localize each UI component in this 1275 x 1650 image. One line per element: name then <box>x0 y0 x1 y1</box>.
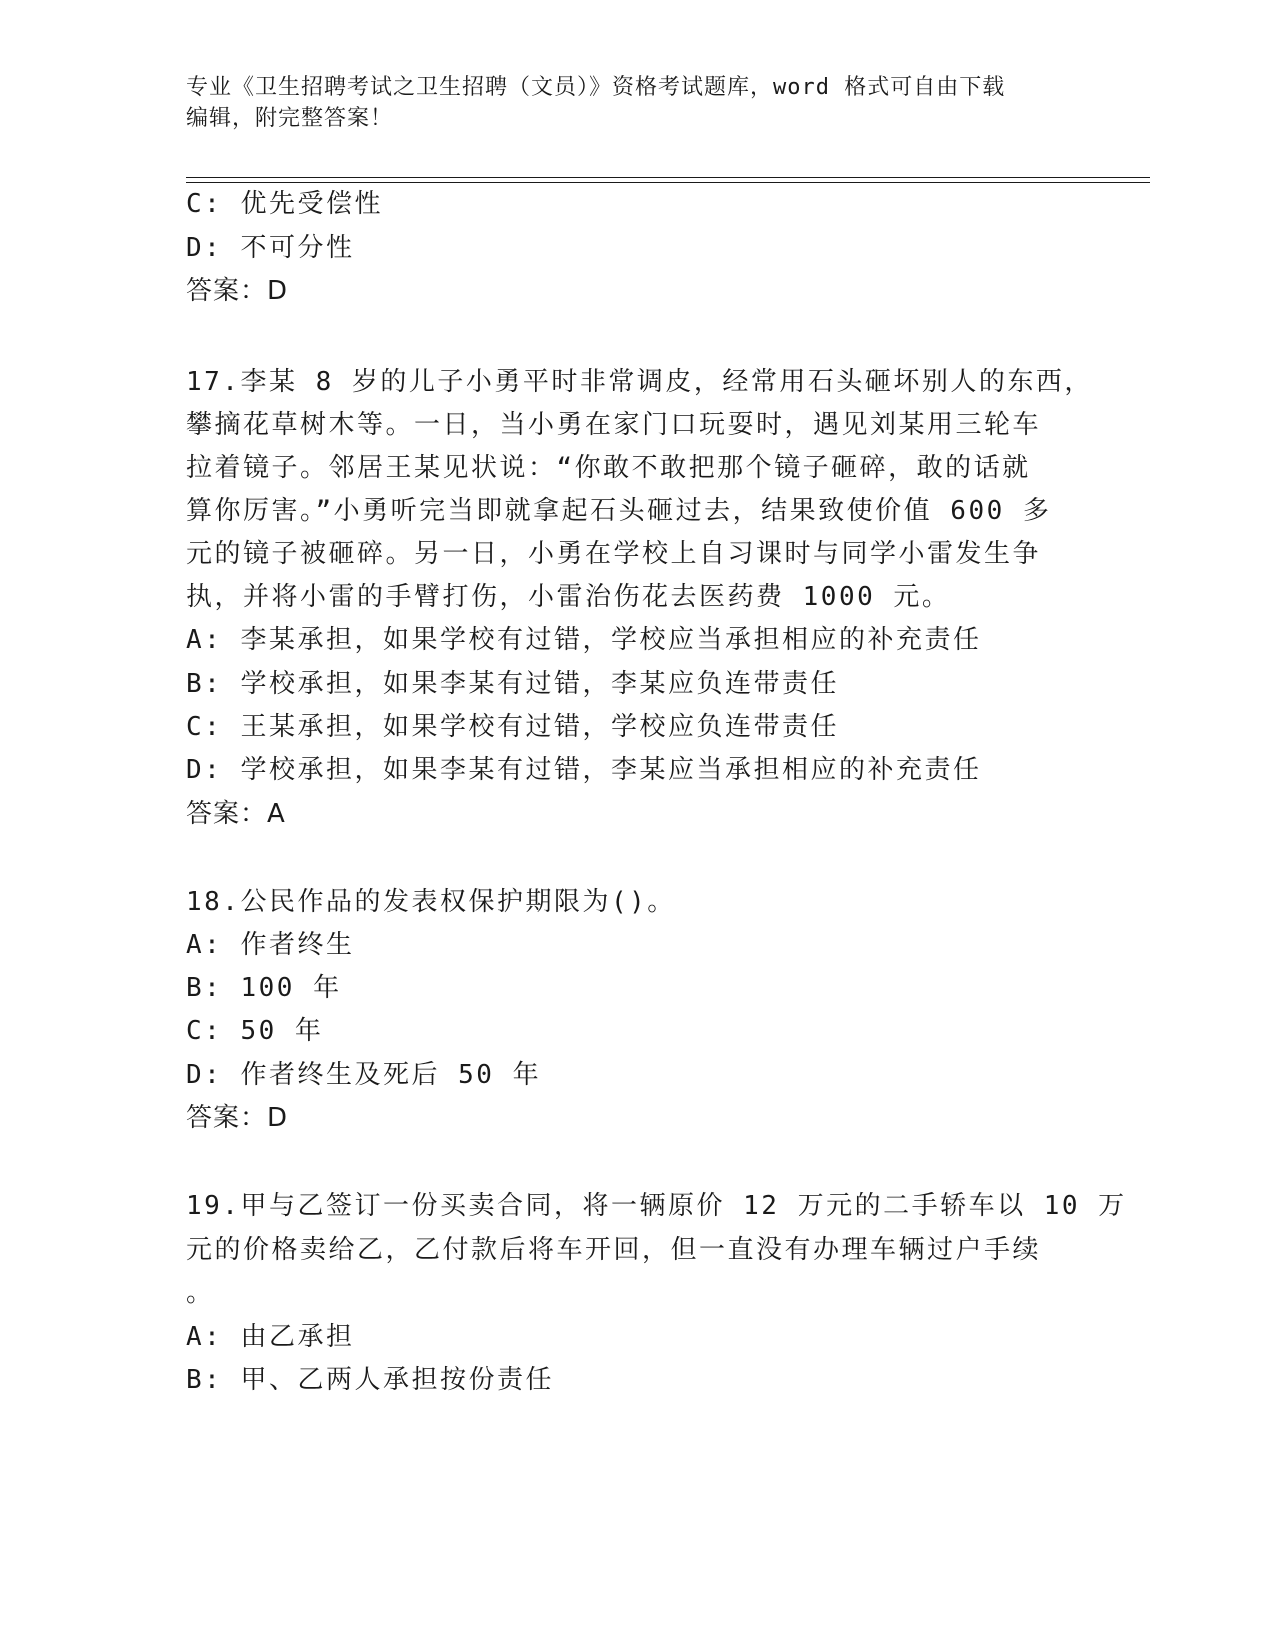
q19-stem-line: 元的价格卖给乙，乙付款后将车开回，但一直没有办理车辆过户手续 <box>186 1235 1042 1265</box>
header-divider-top <box>186 177 1150 178</box>
q17-option-a: A: 李某承担，如果学校有过错，学校应当承担相应的补充责任 <box>186 625 982 655</box>
q19-stem-line: 19.甲与乙签订一份买卖合同，将一辆原价 12 万元的二手轿车以 10 万 <box>186 1191 1127 1221</box>
q18-option-b: B: 100 年 <box>186 973 342 1003</box>
q17-stem-line: 17.李某 8 岁的儿子小勇平时非常调皮，经常用石头砸坏别人的东西， <box>186 367 1093 397</box>
header-line-2: 编辑，附完整答案！ <box>186 106 394 131</box>
q17-stem-line: 元的镜子被砸碎。另一日，小勇在学校上自习课时与同学小雷发生争 <box>186 539 1042 569</box>
q18-option-c: C: 50 年 <box>186 1016 324 1046</box>
q17-stem-line: 算你厉害。”小勇听完当即就拿起石头砸过去，结果致使价值 600 多 <box>186 496 1052 526</box>
q19-option-a: A: 由乙承担 <box>186 1322 355 1352</box>
q17-answer: 答案：A <box>186 799 286 829</box>
header-divider-bottom <box>186 182 1150 183</box>
q16-option-c: C: 优先受偿性 <box>186 189 383 219</box>
q17-option-c: C: 王某承担，如果学校有过错，学校应负连带责任 <box>186 712 839 742</box>
document-header <box>186 72 1086 134</box>
q18-option-d: D: 作者终生及死后 50 年 <box>186 1060 542 1090</box>
q18-stem: 18.公民作品的发表权保护期限为()。 <box>186 887 676 917</box>
q17-option-d: D: 学校承担，如果李某有过错，李某应当承担相应的补充责任 <box>186 755 982 785</box>
q19-stem-line: 。 <box>186 1278 215 1308</box>
q17-option-b: B: 学校承担，如果李某有过错，李某应负连带责任 <box>186 669 839 699</box>
q18-answer: 答案：D <box>186 1103 289 1133</box>
q16-option-d: D: 不可分性 <box>186 233 355 263</box>
q17-stem-line: 拉着镜子。邻居王某见状说：“你敢不敢把那个镜子砸碎，敢的话就 <box>186 453 1031 483</box>
q16-answer: 答案：D <box>186 276 289 306</box>
q17-stem-line: 攀摘花草树木等。一日，当小勇在家门口玩耍时，遇见刘某用三轮车 <box>186 410 1042 440</box>
q17-stem-line: 执，并将小雷的手臂打伤，小雷治伤花去医药费 1000 元。 <box>186 582 951 612</box>
header-line-1: 专业《卫生招聘考试之卫生招聘（文员）》资格考试题库，word 格式可自由下载 <box>186 75 1006 100</box>
q18-option-a: A: 作者终生 <box>186 930 355 960</box>
q19-option-b: B: 甲、乙两人承担按份责任 <box>186 1365 554 1395</box>
